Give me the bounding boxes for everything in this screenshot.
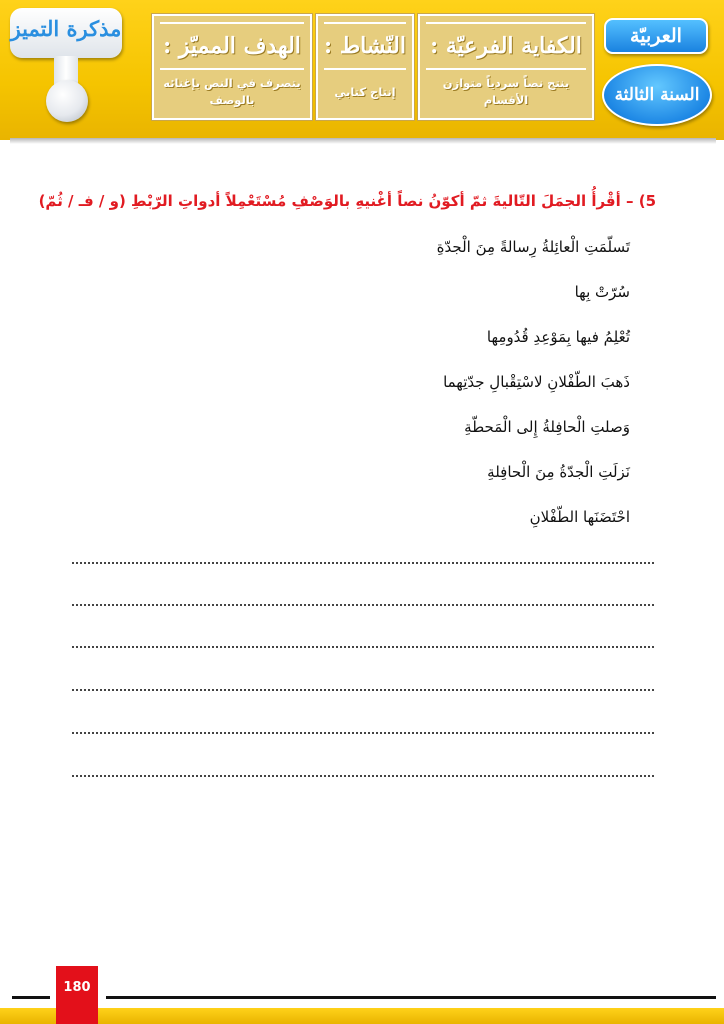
- answer-line[interactable]: [72, 562, 654, 564]
- answer-line[interactable]: [72, 604, 654, 606]
- answer-line[interactable]: [72, 732, 654, 734]
- page-number: 180: [56, 966, 98, 1024]
- footer-rule-left: [12, 996, 50, 999]
- sentence-item: تَسلّمَتِ الْعائِلةُ رِسالةً مِنَ الْجدّةِ: [436, 238, 630, 256]
- footer-band: [0, 1008, 724, 1024]
- level-badge: السنة الثالثة: [602, 64, 712, 126]
- header-divider: [10, 138, 716, 144]
- answer-line[interactable]: [72, 646, 654, 648]
- sentence-item: تُعْلِمُ فيها بِمَوْعِدِ قُدُومِها: [486, 328, 630, 346]
- competency-text: ينتج نصاً سردياً متوازن الأقسام: [442, 76, 570, 107]
- activity-text: إنتاج كتابي: [334, 84, 396, 99]
- sentence-item: نَزلَتِ الْجدّةُ مِنَ الْحافِلةِ: [487, 463, 630, 481]
- objective-heading: الهدف المميّز :: [160, 22, 304, 70]
- brand-ball: [46, 80, 88, 122]
- answer-line[interactable]: [72, 775, 654, 777]
- sentence-item: وَصلتِ الْحافِلةُ إِلى الْمَحطّةِ: [464, 418, 630, 436]
- objective-box: [152, 14, 312, 120]
- sentence-item: سُرّتْ بِها: [574, 283, 630, 301]
- objective-text: يتصرف في النص بإغنائه بالوصف: [163, 76, 301, 107]
- sentence-item: احْتَضَنَها الطّفْلانِ: [529, 508, 630, 526]
- exercise-instruction: 5) – أقْرأُ الجمَلَ التّاليةَ ثمّ أكوّنُ نصاً أغْنيهِ بالوَصْفِ مُسْتَعْمِلاً أدواتِ الرّبْطِ (و / فـ / ثُمّ): [38, 192, 656, 210]
- sentence-item: ذَهبَ الطّفْلانِ لاسْتِقْبالِ جدّتِهما: [443, 373, 630, 391]
- sentence-list: [300, 232, 630, 547]
- answer-line[interactable]: [72, 689, 654, 691]
- subject-badge: العربيّة: [604, 18, 708, 54]
- competency-box: [418, 14, 594, 120]
- footer-rule-right: [106, 996, 716, 999]
- activity-heading: النّشاط :: [324, 22, 406, 70]
- brand-logo: [10, 8, 122, 128]
- activity-box: [316, 14, 414, 120]
- brand-title: مذكرة التميز: [10, 16, 122, 41]
- competency-heading: الكفاية الفرعيّة :: [426, 22, 586, 70]
